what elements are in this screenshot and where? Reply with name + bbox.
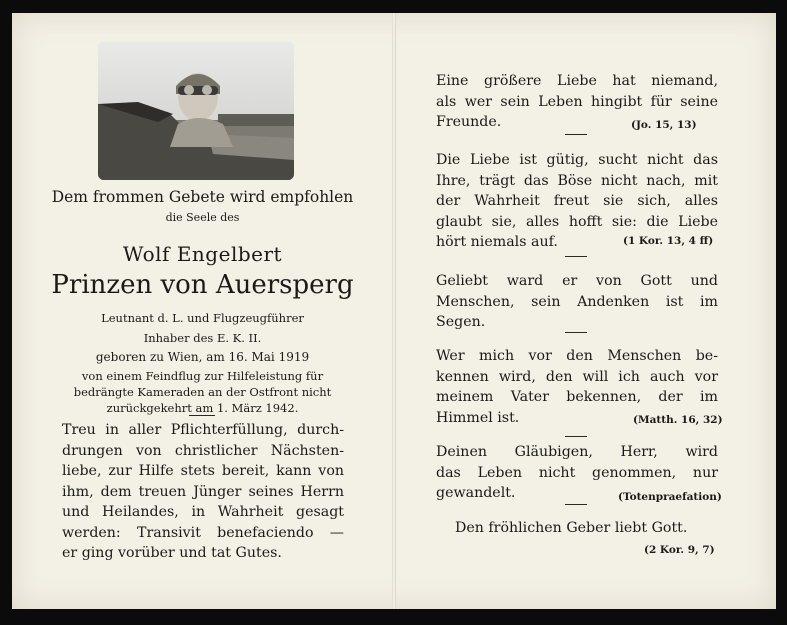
tribute-line: ihm, dem treuen Jünger seines Herrn	[62, 483, 344, 500]
quote-line: Himmel ist.	[436, 409, 520, 426]
quote-line: gewandelt.	[436, 485, 516, 501]
divider	[565, 256, 587, 257]
quote-line: als wer sein Leben hingibt für seine	[436, 93, 718, 110]
deceased-surname: Prinzen von Auersperg	[51, 270, 354, 300]
quote-line: Ihre, trägt das Böse nicht nach, mit	[436, 172, 718, 189]
quote-line: der Wahrheit freut sie sich, alles	[436, 193, 718, 209]
quote-line: Wer mich vor den Menschen be-	[436, 348, 718, 364]
quote-line: Geliebt ward er von Gott und	[436, 273, 718, 289]
left-panel	[12, 13, 393, 609]
quote-line: Die Liebe ist gütig, sucht nicht das	[436, 152, 718, 168]
scripture-reference: (Totenpraefation)	[618, 491, 722, 503]
quote-line: glaubt sie, alles hofft sie: die Liebe	[436, 213, 718, 230]
tribute-line: er ging vorüber und tat Gutes.	[62, 545, 282, 561]
flight-line: zurückgekehrt am 1. März 1942.	[106, 401, 299, 415]
divider	[565, 332, 587, 333]
scripture-reference: (Jo. 15, 13)	[631, 119, 697, 131]
flight-line: bedrängte Kameraden an der Ostfront nicht	[73, 385, 332, 399]
quote-line: hört niemals auf.	[436, 234, 558, 250]
scripture-quote	[455, 518, 737, 539]
quote-line: Eine größere Liebe hat niemand,	[436, 73, 718, 89]
right-panel	[395, 13, 776, 609]
quote-line: meinem Vater bekennen, der im	[436, 389, 718, 405]
pilot-photo	[98, 42, 294, 180]
scripture-reference: (1 Kor. 13, 4 ff)	[623, 235, 714, 247]
quote-line: Den fröhlichen Geber liebt Gott.	[455, 520, 688, 536]
tribute-line: Treu in aller Pflichterfüllung, durch-	[62, 422, 344, 438]
birth-line: geboren zu Wien, am 16. Mai 1919	[95, 350, 310, 364]
scripture-reference: (Matth. 16, 32)	[633, 414, 723, 426]
military-rank: Leutnant d. L. und Flugzeugführer	[101, 311, 304, 325]
divider	[565, 134, 587, 135]
quote-line: kennen wird, den will ich auch vor	[436, 368, 718, 385]
tribute-line: drungen von christlicher Nächsten-	[62, 442, 344, 459]
quote-line: Freunde.	[436, 114, 502, 130]
deceased-given-names: Wolf Engelbert	[122, 242, 283, 266]
scripture-reference: (2 Kor. 9, 7)	[644, 544, 715, 556]
quote-line: Menschen, sein Andenken ist im	[436, 293, 718, 310]
quote-line: Deinen Gläubigen, Herr, wird	[436, 444, 718, 460]
divider	[565, 504, 587, 505]
tribute-line: werden: Transivit benefaciendo —	[62, 524, 344, 541]
decoration: Inhaber des E. K. II.	[143, 331, 262, 345]
divider	[565, 436, 587, 437]
dedication: Dem frommen Gebete wird empfohlen	[51, 188, 354, 206]
flight-line: von einem Feindflug zur Hilfeleistung für	[81, 369, 324, 383]
tribute-line: liebe, zur Hilfe stets bereit, kann von	[62, 463, 344, 479]
quote-line: das Leben nicht genommen, nur	[436, 464, 718, 481]
divider	[189, 415, 215, 416]
tribute-paragraph	[62, 420, 344, 564]
tribute-line: und Heilandes, in Wahrheit gesagt	[62, 504, 344, 520]
soul-line: die Seele des	[165, 211, 240, 224]
scripture-quote	[436, 271, 718, 333]
quote-line: Segen.	[436, 314, 486, 330]
